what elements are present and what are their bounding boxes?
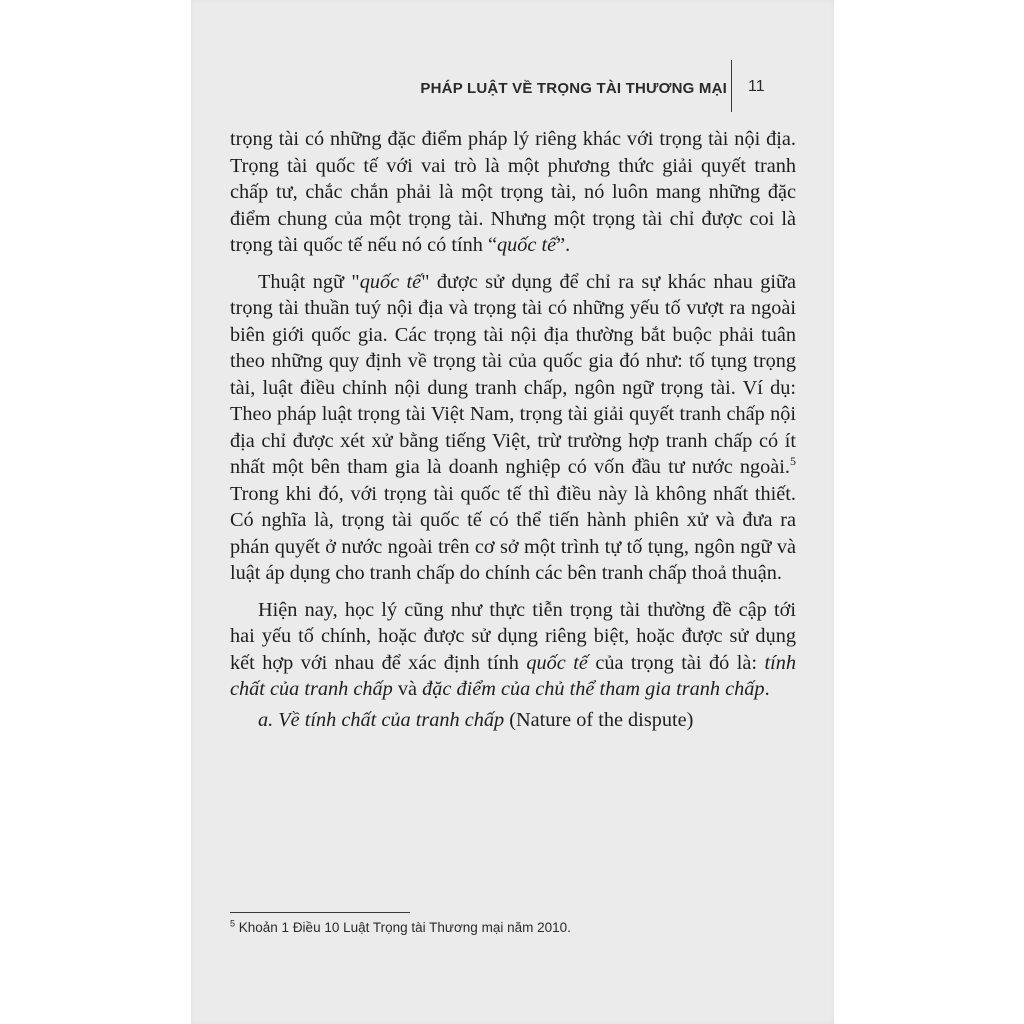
- running-header-title: PHÁP LUẬT VỀ TRỌNG TÀI THƯƠNG MẠI: [420, 80, 727, 97]
- paragraph-3-italic-3: đặc điểm của chủ thể tham gia tranh chấp: [422, 678, 765, 700]
- footnote: [230, 920, 571, 935]
- paragraph-3-mid: của trọng tài đó là:: [587, 651, 765, 674]
- paragraph-2-start: Thuật ngữ ": [258, 270, 360, 293]
- paragraph-3: [230, 597, 796, 703]
- footnote-number: 5: [230, 918, 236, 929]
- section-heading-a: [230, 707, 796, 734]
- body-text: [230, 126, 796, 743]
- paragraph-2-mid: " được sử dụng để chỉ ra sự khác nhau giữa trọng tài thuần tuý nội địa và trọng tài có những yếu tố vượt ra ngoài biên giới quốc gia. Các trọng tài nội địa thường bắt buộc phải tuân theo những quy định về trọng tài của quốc gia đó như: tố tụng trọng tài, luật điều chỉnh nội dung tranh chấp, ngôn ngữ trọng tài. Ví dụ: Theo pháp luật trọng tài Việt Nam, trọng tài giải quyết tranh chấp nội địa chỉ được xét xử bằng tiếng Việt, trừ trường hợp tranh chấp có ít nhất một bên tham gia là doanh nghiệp có vốn đầu tư nước ngoài.: [230, 270, 797, 478]
- paragraph-3-italic-1: quốc tế: [526, 651, 588, 674]
- footnote-text: Khoản 1 Điều 10 Luật Trọng tài Thương mại năm 2010.: [235, 920, 571, 935]
- paragraph-2-end: Trong khi đó, với trọng tài quốc tế thì điều này là không nhất thiết. Có nghĩa là, trọng tài quốc tế có thể tiến hành phiên xử và đưa ra phán quyết ở nước ngoài trên cơ sở một trình tự tố tụng, ngôn ngữ và luật áp dụng cho tranh chấp do chính các bên tranh chấp thoả thuận.: [230, 482, 796, 584]
- paragraph-1-italic: quốc tế: [496, 234, 557, 256]
- paragraph-3-and: và: [392, 678, 423, 700]
- page-number: 11: [748, 78, 765, 95]
- section-heading-a-english: (Nature of the dispute): [504, 708, 694, 731]
- paragraph-3-italic-2: tính chất của tranh chấp: [230, 651, 796, 700]
- section-heading-a-italic: a. Về tính chất của tranh chấp: [258, 708, 505, 731]
- paragraph-3-start: Hiện nay, học lý cũng như thực tiễn trọng tài thường đề cập tới hai yếu tố chính, hoặc được sử dụng riêng biệt, hoặc được sử dụng kết hợp với nhau để xác định tính: [230, 598, 796, 674]
- paragraph-1-end: ”.: [556, 234, 571, 256]
- paragraph-3-end: .: [764, 678, 770, 700]
- paragraph-1: [230, 126, 796, 259]
- footnote-divider: [230, 912, 410, 913]
- book-page: [191, 0, 834, 1024]
- paragraph-2: [230, 269, 796, 587]
- paragraph-1-text: trọng tài có những đặc điểm pháp lý riêng khác với trọng tài nội địa. Trọng tài quốc tế với vai trò là một phương thức giải quyết tranh chấp tư, chắc chắn phải là một trọng tài, nó luôn mang những đặc điểm chung của một trọng tài. Nhưng một trọng tài chỉ được coi là trọng tài quốc tế nếu nó có tính “: [230, 128, 796, 256]
- paragraph-2-italic: quốc tế: [359, 270, 422, 293]
- footnote-ref-5: 5: [790, 454, 796, 469]
- header-divider: [731, 60, 732, 112]
